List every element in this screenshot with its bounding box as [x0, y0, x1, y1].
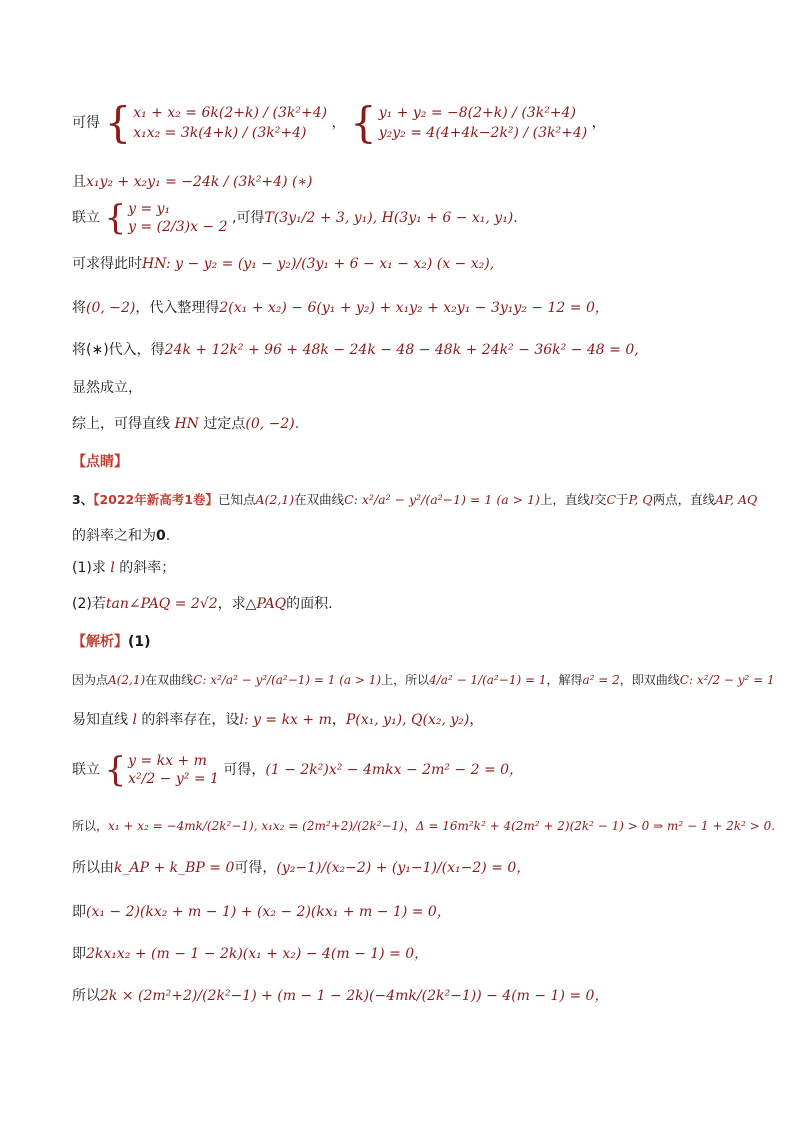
line-conclusion: [72, 414, 299, 434]
sub-mid: ，代入整理得: [135, 300, 220, 316]
q1-l: l: [110, 560, 115, 576]
line-sub: [72, 298, 609, 318]
solution-line-6: [72, 902, 451, 922]
sys1-row1: x₁ + x₂ = 6k(2+k) / (3k²+4): [133, 105, 328, 121]
sys1-left: [104, 98, 328, 147]
sys1-row4: y₂y₂ = 4(4+4k−2k²) / (3k²+4): [378, 125, 588, 141]
hn-expr: HN: y − y₂ = (y₁ − y₂)/(3y₁ + 6 − x₁ − x₂) (x − x₂),: [142, 256, 495, 272]
problem-text-7: 的斜率之和为: [72, 528, 156, 544]
q2-expr: tan∠PAQ = 2√2: [105, 596, 218, 612]
line-lianli: [72, 200, 518, 236]
s3-row1: y = kx + m: [128, 753, 207, 769]
s2-eq2: P(x₁, y₁), Q(x₂, y₂): [345, 712, 470, 728]
concl-mid: 过定点: [203, 416, 246, 432]
s1-text-1: 因为点: [72, 673, 109, 687]
solution-line-5: [72, 858, 530, 878]
s2-text-2: 的斜率存在，设: [141, 712, 240, 728]
solution-line-1: [72, 670, 775, 690]
point-a: A(2,1): [255, 492, 295, 507]
s1-text-2: 在双曲线: [145, 673, 194, 687]
problem-text-3: 上，直线: [539, 492, 590, 507]
s2-sep: ，: [331, 712, 346, 728]
q2-paq: PAQ: [256, 596, 287, 612]
problem-text-6: 两点，直线: [652, 492, 716, 507]
s5-mid: 可得，: [234, 860, 277, 876]
s1-eq2: a² = 2: [582, 673, 620, 687]
sys1-row3: y₁ + y₂ = −8(2+k) / (3k²+4): [378, 105, 576, 121]
line-l: l: [589, 492, 594, 507]
star-prefix: 将(∗)代入，得: [72, 342, 165, 358]
q1-label: (1)求: [72, 560, 106, 576]
line-holds: 显然成立，: [72, 380, 142, 396]
s2-text-3: ，: [469, 712, 484, 728]
s4-prefix: 所以，: [72, 819, 109, 833]
and-prefix: 且: [72, 174, 86, 190]
s5-eq2: (y₂−1)/(x₂−2) + (y₁−1)/(x₁−2) = 0，: [276, 860, 531, 876]
s1-eq3: C: x²/2 − y² = 1: [679, 673, 775, 687]
lianli-system: [104, 200, 227, 236]
s1-eq1: 4/a² − 1/(a²−1) = 1: [429, 673, 547, 687]
sys1-prefix: 可得: [72, 115, 100, 131]
brace-icon: {: [104, 98, 132, 147]
s8-expr: 2k × (2m²+2)/(2k²−1) + (m − 1 − 2k)(−4mk/(2k²−1)) − 4(m − 1) = 0，: [100, 988, 609, 1004]
solution-line-3: [72, 752, 523, 788]
lianli-prefix: 联立: [72, 210, 100, 226]
sys1-row2: x₁x₂ = 3k(4+k) / (3k²+4): [133, 125, 307, 141]
lianli-row1: y = y₁: [128, 201, 171, 217]
sys1-right: [350, 98, 588, 147]
s3-expr: (1 − 2k²)x² − 4mkx − 2m² − 2 = 0，: [265, 762, 524, 778]
q2-label: (2)若: [72, 596, 106, 612]
sys1-sep: ，: [331, 115, 346, 131]
sub-prefix: 将: [72, 300, 86, 316]
concl-hn: HN: [174, 416, 199, 432]
problem-number: 3、: [72, 492, 94, 507]
jiexi-label: 【解析】: [72, 634, 128, 650]
problem-text-5: 于: [616, 492, 629, 507]
s1-text-5: ，即双曲线: [619, 673, 680, 687]
s6-expr: (x₁ − 2)(kx₂ + m − 1) + (x₂ − 2)(kx₁ + m − 1) = 0，: [86, 904, 451, 920]
lianli-mid: ,可得: [231, 210, 265, 226]
s1-text-4: ，解得: [546, 673, 583, 687]
s1-text-3: 上，所以: [381, 673, 430, 687]
sub-expr: 2(x₁ + x₂) − 6(y₁ + y₂) + x₁y₂ + x₂y₁ − 3y₁y₂ − 12 = 0，: [219, 300, 609, 316]
problem-line1: [72, 490, 757, 510]
solution-line-8: [72, 986, 608, 1006]
problem-text-1: 已知点: [217, 492, 256, 507]
and-expr: x₁y₂ + x₂y₁ = −24k / (3k²+4) (∗): [86, 174, 313, 190]
solution-line-7: [72, 944, 428, 964]
problem-source: 【2022年新高考1卷】: [93, 492, 218, 507]
curve-c: C: [606, 492, 617, 507]
s2-text-1: 易知直线: [72, 712, 128, 728]
sys1-suffix: ，: [591, 115, 606, 131]
s3-mid: 可得，: [223, 762, 266, 778]
points-pq: P, Q: [628, 492, 653, 507]
s4-eq2: Δ = 16m²k² + 4(2m² + 2)(2k² − 1) > 0 ⇒ m² − 1 + 2k² > 0.: [415, 819, 776, 833]
s1-hyperbola: C: x²/a² − y²/(a²−1) = 1 (a > 1): [193, 673, 382, 687]
question-2: [72, 594, 333, 614]
lianli-expr: T(3y₁/2 + 3, y₁), H(3y₁ + 6 − x₁, y₁).: [264, 210, 518, 226]
lines-apaq: AP, AQ: [715, 492, 758, 507]
jiexi-heading: [72, 632, 151, 652]
q1-rest: 的斜率；: [119, 560, 176, 576]
line-sys1: [72, 98, 606, 147]
s3-system: [104, 752, 218, 788]
s7-prefix: 即: [72, 946, 86, 962]
s4-eq1: x₁ + x₂ = −4mk/(2k²−1), x₁x₂ = (2m²+2)/(2k²−1): [108, 819, 404, 833]
line-and: [72, 172, 312, 192]
q2-rest: 的面积.: [286, 596, 333, 612]
s8-prefix: 所以: [72, 988, 100, 1004]
s1-point-a: A(2,1): [108, 673, 146, 687]
s2-eq1: l: y = kx + m: [239, 712, 332, 728]
brace-icon: {: [104, 750, 127, 790]
section-dianjing: 【点睛】: [72, 454, 128, 470]
s6-prefix: 即: [72, 904, 86, 920]
problem-text-2: 在双曲线: [294, 492, 345, 507]
problem-line2: [72, 526, 170, 546]
s3-prefix: 联立: [72, 762, 100, 778]
s5-eq1: k_AP + k_BP = 0: [114, 860, 235, 876]
star-expr: 24k + 12k² + 96 + 48k − 24k − 48 − 48k + 24k² − 36k² − 48 = 0,: [164, 342, 639, 358]
line-hn: [72, 254, 494, 274]
question-1: [72, 558, 175, 578]
brace-icon: {: [350, 98, 377, 147]
hyperbola-c: C: x²/a² − y²/(a²−1) = 1 (a > 1): [344, 492, 540, 507]
jiexi-part: (1): [128, 634, 151, 650]
problem-text-4: 交: [593, 492, 607, 507]
sub-point: (0, −2): [86, 300, 136, 316]
solution-line-2: [72, 710, 483, 730]
s2-l: l: [132, 712, 137, 728]
slope-sum-zero: 0: [156, 528, 166, 544]
concl-point: (0, −2).: [245, 416, 300, 432]
q2-mid: ，求△: [217, 596, 257, 612]
concl-prefix: 综上，可得直线: [72, 416, 170, 432]
line-star: [72, 340, 639, 360]
s5-prefix: 所以由: [72, 860, 114, 876]
brace-icon: {: [104, 198, 127, 238]
s4-sep: ，: [403, 819, 416, 833]
problem-text-8: .: [165, 528, 171, 544]
s3-row2: x²/2 − y² = 1: [128, 771, 219, 787]
solution-line-4: [72, 816, 775, 836]
hn-prefix: 可求得此时: [72, 256, 142, 272]
lianli-row2: y = (2/3)x − 2: [128, 219, 228, 235]
s7-expr: 2kx₁x₂ + (m − 1 − 2k)(x₁ + x₂) − 4(m − 1) = 0，: [86, 946, 429, 962]
